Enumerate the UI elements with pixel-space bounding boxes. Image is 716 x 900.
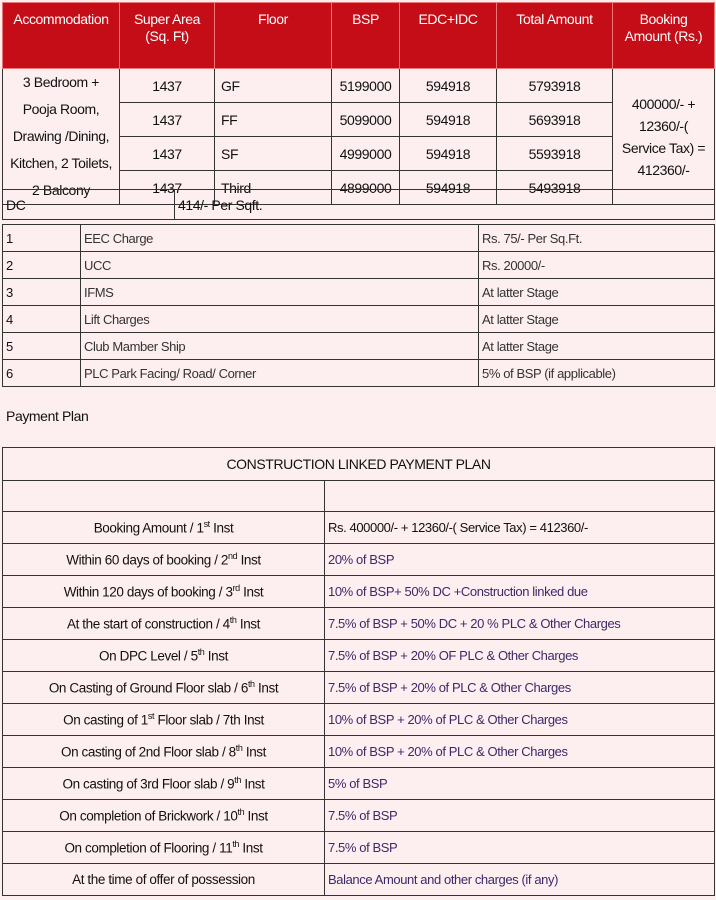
plan-stage xyxy=(3,736,325,768)
plan-stage-ordinal: th xyxy=(235,743,243,754)
plan-row xyxy=(3,736,715,768)
plan-stage-ordinal: rd xyxy=(232,583,240,594)
plan-amount: 10% of BSP + 20% of PLC & Other Charges xyxy=(325,736,715,768)
charge-name: UCC xyxy=(81,252,479,279)
plan-stage xyxy=(3,608,325,640)
charge-name: EEC Charge xyxy=(81,225,479,252)
header-edc-idc: EDC+IDC xyxy=(400,3,497,69)
plan-row xyxy=(3,544,715,576)
plan-stage xyxy=(3,576,325,608)
plan-stage-text: On completion of Flooring / 11 xyxy=(64,840,233,856)
plan-stage-suffix: Inst xyxy=(209,520,234,536)
charge-value: Rs. 20000/- xyxy=(479,252,715,279)
bsp-cell: 5199000 xyxy=(332,69,400,103)
plan-stage-text: On casting of 3rd Floor slab / 9 xyxy=(62,776,235,792)
header-total-amount: Total Amount xyxy=(497,3,613,69)
area-cell: 1437 xyxy=(120,171,215,205)
plan-stage-suffix: Inst xyxy=(239,584,264,600)
plan-row xyxy=(3,640,715,672)
plan-amount: 5% of BSP xyxy=(325,768,715,800)
plan-stage-suffix: Inst xyxy=(239,840,263,856)
charge-name: PLC Park Facing/ Road/ Corner xyxy=(81,360,479,387)
plan-stage-text: On Casting of Ground Floor slab / 6 xyxy=(48,680,248,696)
floor-cell: GF xyxy=(215,69,332,103)
plan-stage-ordinal: th xyxy=(197,647,205,658)
charge-number: 6 xyxy=(3,360,81,387)
dc-table xyxy=(2,189,715,220)
plan-stage-suffix: Inst xyxy=(242,744,267,760)
area-cell: 1437 xyxy=(120,69,215,103)
plan-stage-suffix: Inst xyxy=(254,680,279,696)
area-cell: 1437 xyxy=(120,103,215,137)
plan-stage xyxy=(3,864,325,896)
plan-amount: 20% of BSP xyxy=(325,544,715,576)
booking-amount-cell: 400000/- + 12360/-( Service Tax) = 412360/- xyxy=(613,69,715,205)
plan-stage-text: Booking Amount / 1 xyxy=(93,520,204,536)
charge-row xyxy=(3,333,715,360)
plan-stage-ordinal: nd xyxy=(228,551,238,562)
plan-stage-ordinal: th xyxy=(237,807,245,818)
plan-amount: 7.5% of BSP + 50% DC + 20 % PLC & Other Charges xyxy=(325,608,715,640)
edc-cell: 594918 xyxy=(400,69,497,103)
floor-cell: SF xyxy=(215,137,332,171)
plan-amount: 10% of BSP + 20% of PLC & Other Charges xyxy=(325,704,715,736)
plan-stage-text: On casting of 2nd Floor slab / 8 xyxy=(60,744,236,760)
blank-cell xyxy=(3,481,325,512)
plan-amount: 7.5% of BSP xyxy=(325,800,715,832)
charges-table xyxy=(2,224,715,387)
plan-row xyxy=(3,672,715,704)
plan-stage xyxy=(3,768,325,800)
plan-stage-suffix: Inst xyxy=(241,776,265,792)
plan-blank-row xyxy=(3,481,715,512)
dc-value: 414/- Per Sqft. xyxy=(175,190,715,220)
plan-stage-suffix: Inst xyxy=(237,552,261,568)
plan-stage-text: On completion of Brickwork / 10 xyxy=(59,808,238,824)
plan-amount: 10% of BSP+ 50% DC +Construction linked due xyxy=(325,576,715,608)
dc-label: DC xyxy=(3,190,175,220)
total-cell: 5593918 xyxy=(497,137,613,171)
charge-row xyxy=(3,360,715,387)
charge-number: 2 xyxy=(3,252,81,279)
plan-stage xyxy=(3,640,325,672)
charge-value: At latter Stage xyxy=(479,333,715,360)
plan-row xyxy=(3,832,715,864)
bsp-cell: 4999000 xyxy=(332,137,400,171)
plan-stage-suffix: Inst xyxy=(244,808,268,824)
floor-cell: FF xyxy=(215,103,332,137)
floor-cell: Third xyxy=(215,171,332,205)
total-cell: 5693918 xyxy=(497,103,613,137)
edc-cell: 594918 xyxy=(400,103,497,137)
plan-stage-ordinal: st xyxy=(147,711,155,722)
plan-row xyxy=(3,608,715,640)
plan-stage xyxy=(3,800,325,832)
header-accommodation: Accommodation xyxy=(3,3,120,69)
charge-name: Club Mamber Ship xyxy=(81,333,479,360)
total-cell: 5793918 xyxy=(497,69,613,103)
plan-stage-ordinal: st xyxy=(203,519,210,530)
plan-amount: Balance Amount and other charges (if any) xyxy=(325,864,715,896)
charge-value: At latter Stage xyxy=(479,279,715,306)
charge-name: Lift Charges xyxy=(81,306,479,333)
charge-row xyxy=(3,306,715,333)
plan-row xyxy=(3,704,715,736)
charge-row xyxy=(3,225,715,252)
total-cell: 5493918 xyxy=(497,171,613,205)
plan-stage-ordinal: th xyxy=(247,679,255,690)
plan-row xyxy=(3,768,715,800)
blank-cell xyxy=(325,481,715,512)
charge-value: Rs. 75/- Per Sq.Ft. xyxy=(479,225,715,252)
charge-number: 3 xyxy=(3,279,81,306)
charge-number: 5 xyxy=(3,333,81,360)
plan-heading-row xyxy=(3,448,715,481)
plan-stage-text: Within 120 days of booking / 3 xyxy=(63,584,233,600)
area-cell: 1437 xyxy=(120,137,215,171)
price-row xyxy=(3,69,715,103)
edc-cell: 594918 xyxy=(400,171,497,205)
payment-plan-table xyxy=(2,447,715,896)
plan-stage-suffix: Inst xyxy=(204,648,228,664)
plan-stage-suffix: Floor slab / 7th Inst xyxy=(154,712,264,728)
header-floor: Floor xyxy=(215,3,332,69)
charge-name: IFMS xyxy=(81,279,479,306)
plan-stage-text: On DPC Level / 5 xyxy=(99,648,198,664)
charge-row xyxy=(3,252,715,279)
plan-heading: CONSTRUCTION LINKED PAYMENT PLAN xyxy=(3,448,715,481)
charge-number: 1 xyxy=(3,225,81,252)
bsp-cell: 5099000 xyxy=(332,103,400,137)
plan-stage-text: Within 60 days of booking / 2 xyxy=(66,552,229,568)
plan-stage xyxy=(3,704,325,736)
header-super-area: Super Area (Sq. Ft) xyxy=(120,3,215,69)
plan-stage xyxy=(3,672,325,704)
plan-stage xyxy=(3,544,325,576)
dc-row xyxy=(3,190,715,220)
plan-stage-text: On casting of 1 xyxy=(63,712,148,728)
plan-amount: 7.5% of BSP + 20% OF PLC & Other Charges xyxy=(325,640,715,672)
plan-row xyxy=(3,512,715,544)
charge-value: 5% of BSP (if applicable) xyxy=(479,360,715,387)
charge-row xyxy=(3,279,715,306)
plan-stage-suffix: Inst xyxy=(236,616,261,632)
payment-plan-title: Payment Plan xyxy=(6,408,89,424)
price-header-row xyxy=(3,3,715,69)
charge-number: 4 xyxy=(3,306,81,333)
header-booking-amount: Booking Amount (Rs.) xyxy=(613,3,715,69)
plan-stage xyxy=(3,832,325,864)
plan-amount: Rs. 400000/- + 12360/-( Service Tax) = 412360/- xyxy=(325,512,715,544)
plan-row xyxy=(3,800,715,832)
plan-stage-text: At the time of offer of possession xyxy=(72,872,255,887)
bsp-cell: 4899000 xyxy=(332,171,400,205)
plan-amount: 7.5% of BSP xyxy=(325,832,715,864)
plan-row xyxy=(3,864,715,896)
charge-value: At latter Stage xyxy=(479,306,715,333)
plan-amount: 7.5% of BSP + 20% of PLC & Other Charges xyxy=(325,672,715,704)
plan-stage-ordinal: th xyxy=(232,839,240,850)
plan-stage xyxy=(3,512,325,544)
accommodation-cell: 3 Bedroom + Pooja Room, Drawing /Dining, Kitchen, 2 Toilets, 2 Balcony xyxy=(3,69,120,205)
plan-stage-ordinal: th xyxy=(229,615,237,626)
plan-stage-ordinal: th xyxy=(234,775,241,786)
plan-stage-text: At the start of construction / 4 xyxy=(66,616,230,632)
edc-cell: 594918 xyxy=(400,137,497,171)
header-bsp: BSP xyxy=(332,3,400,69)
price-table xyxy=(2,2,715,205)
plan-row xyxy=(3,576,715,608)
